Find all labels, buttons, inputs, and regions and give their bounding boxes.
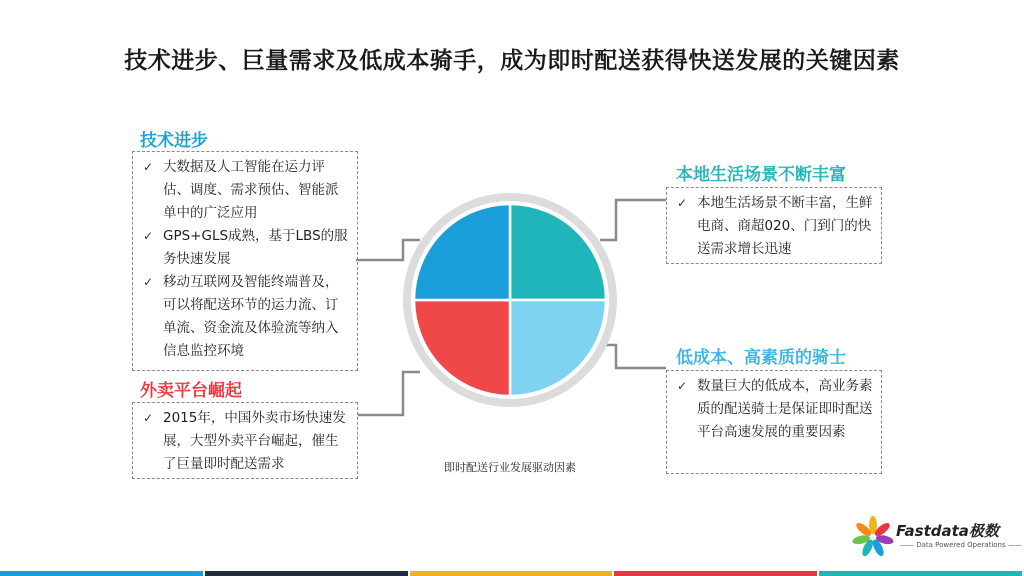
flower-logo-icon xyxy=(852,514,894,560)
bottom-bar-segment xyxy=(0,571,203,576)
local-box xyxy=(666,187,882,264)
check-icon: ✓ xyxy=(143,275,154,289)
list-item: ✓ 大数据及人工智能在运力评估、调度、需求预估、智能派单中的广泛应用 xyxy=(141,156,349,225)
chart-caption: 即时配送行业发展驱动因素 xyxy=(444,461,576,474)
list-item: ✓ 数量巨大的低成本，高业务素质的配送骑士是保证即时配送平台高速发展的重要因素 xyxy=(675,375,873,444)
check-icon: ✓ xyxy=(677,379,688,393)
pie-chart xyxy=(400,190,620,410)
pie-slice-1 xyxy=(510,300,606,396)
tech-box xyxy=(132,151,358,371)
bottom-bar-segment xyxy=(205,571,408,576)
bottom-color-bar xyxy=(0,571,1024,576)
bottom-bar-segment xyxy=(819,571,1022,576)
pie-slice-2 xyxy=(414,300,510,396)
rider-box xyxy=(666,370,882,474)
page-title: 技术进步、巨量需求及低成本骑手，成为即时配送获得快送发展的关键因素 xyxy=(124,48,900,74)
pie-slice-3 xyxy=(414,204,510,300)
check-icon: ✓ xyxy=(143,229,154,243)
check-icon: ✓ xyxy=(143,160,154,174)
bottom-bar-segment xyxy=(614,571,817,576)
bottom-bar-segment xyxy=(410,571,613,576)
logo-name: Fastdata极数 xyxy=(896,522,999,540)
section-title-rider: 低成本、高素质的骑士 xyxy=(676,348,846,368)
pie-slice-0 xyxy=(510,204,606,300)
list-item: ✓ GPS+GLS成熟，基于LBS的服务快速发展 xyxy=(141,225,349,271)
list-item: ✓ 2015年，中国外卖市场快速发展，大型外卖平台崛起，催生了巨量即时配送需求 xyxy=(141,407,349,476)
check-icon: ✓ xyxy=(143,411,154,425)
check-icon: ✓ xyxy=(677,196,688,210)
logo-tagline: —— Data Powered Operations —— xyxy=(900,541,1022,549)
list-item: ✓ 移动互联网及智能终端普及，可以将配送环节的运力流、订单流、资金流及体验流等纳入信息监控环境 xyxy=(141,271,349,363)
brand-logo xyxy=(852,514,1022,560)
list-item: ✓ 本地生活场景不断丰富，生鲜电商、商超020、门到门的快送需求增长迅速 xyxy=(675,192,873,261)
section-title-tech: 技术进步 xyxy=(140,131,208,151)
section-title-platform: 外卖平台崛起 xyxy=(140,381,242,401)
section-title-local: 本地生活场景不断丰富 xyxy=(676,165,846,185)
platform-box xyxy=(132,402,358,479)
